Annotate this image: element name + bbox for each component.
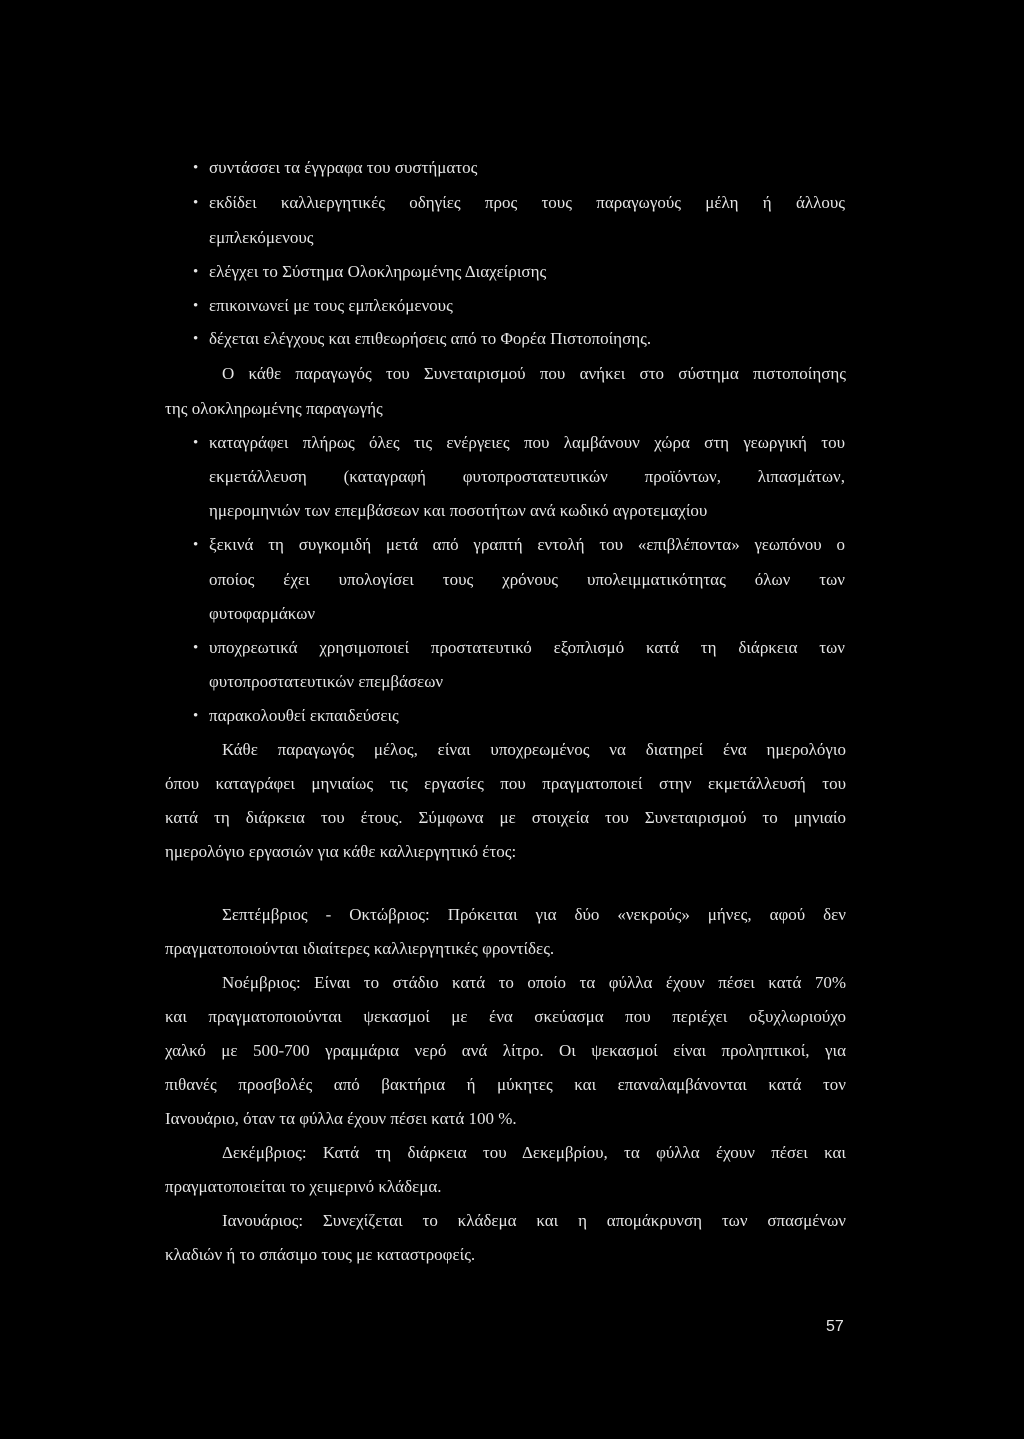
paragraph-line: Νοέμβριος: Είναι το στάδιο κατά το οποίο τα φύλλα έχουν πέσει κατά 70% bbox=[222, 973, 846, 992]
bullet-icon: • bbox=[193, 435, 199, 451]
paragraph-line: Δεκέμβριος: Κατά τη διάρκεια του Δεκεμβρίου, τα φύλλα έχουν πέσει και bbox=[222, 1143, 846, 1162]
bullet-icon: • bbox=[193, 537, 199, 553]
bullet-icon: • bbox=[193, 331, 199, 347]
bullet-icon: • bbox=[193, 264, 199, 280]
bullet-icon: • bbox=[193, 298, 199, 314]
paragraph-line: ημερολόγιο εργασιών για κάθε καλλιεργητικό έτος: bbox=[165, 842, 517, 861]
paragraph-line: πραγματοποιούνται ιδιαίτερες καλλιεργητικές φροντίδες. bbox=[165, 939, 555, 958]
paragraph-line: Ιανουάριος: Συνεχίζεται το κλάδεμα και η απομάκρυνση των σπασμένων bbox=[222, 1211, 846, 1230]
paragraph-line: κλαδιών ή το σπάσιμο τους με καταστροφείς. bbox=[165, 1245, 476, 1264]
bullet-icon: • bbox=[193, 195, 199, 211]
paragraph-line: της ολοκληρωμένης παραγωγής bbox=[165, 399, 383, 418]
paragraph-line: κατά τη διάρκεια του έτους. Σύμφωνα με στοιχεία του Συνεταιρισμού το μηνιαίο bbox=[165, 808, 846, 827]
bullet-icon: • bbox=[193, 708, 199, 724]
paragraph-line: πιθανές προσβολές από βακτήρια ή μύκητες και επαναλαμβάνονται κατά τον bbox=[165, 1075, 846, 1094]
paragraph-line: Κάθε παραγωγός μέλος, είναι υποχρεωμένος να διατηρεί ένα ημερολόγιο bbox=[222, 740, 846, 759]
paragraph-line: όπου καταγράφει μηνιαίως τις εργασίες που πραγματοποιεί στην εκμετάλλευσή του bbox=[165, 774, 846, 793]
paragraph-line: πραγματοποιείται το χειμερινό κλάδεμα. bbox=[165, 1177, 442, 1196]
page-number: 57 bbox=[826, 1318, 844, 1335]
paragraph-line: Σεπτέμβριος - Οκτώβριος: Πρόκειται για δύο «νεκρούς» μήνες, αφού δεν bbox=[222, 905, 846, 924]
paragraph-line: χαλκό με 500-700 γραμμάρια νερό ανά λίτρο. Οι ψεκασμοί είναι προληπτικοί, για bbox=[165, 1041, 846, 1060]
bullet-icon: • bbox=[193, 160, 199, 176]
paragraph-line: Ο κάθε παραγωγός του Συνεταιρισμού που ανήκει στο σύστημα πιστοποίησης bbox=[222, 364, 846, 383]
paragraph-line: και πραγματοποιούνται ψεκασμοί με ένα σκεύασμα που περιέχει οξυχλωριούχο bbox=[165, 1007, 846, 1026]
document-page: • συντάσσει τα έγγραφα του συστήματος • εκδίδει καλλιεργητικές οδηγίες προς τους παραγωγούς μέλη ή άλλους εμπλεκόμενους • ελέγχει το Σύστημα Ολοκληρωμένης Διαχείρισης • επικοινωνεί με τους εμπλεκόμενους • δέχεται ελέγχους και επιθεωρήσεις από το Φορέα Πιστοποίησης. Ο κάθε παραγωγός του Συνεταιρισμού που ανήκει στο σύστημα πιστοποίησης της ολοκληρωμένης παραγωγής • καταγράφει πλήρως όλες τις ενέργειες που λαμβάνουν χώρα στη γεωργική του εκμετάλλευση (καταγραφή φυτοπροστατευτικών προϊόντων, λιπασμάτων, ημερομηνιών των επεμβάσεων και ποσοτήτων ανά κωδικό αγροτεμαχίου • ξεκινά τη συγκομιδή μετά από γραπτή εντολή του «επιβλέποντα» γεωπόνου ο οποίος έχει υπολογίσει τους χρόνους υπολειμματικότητας όλων των φυτοφαρμάκων • υποχρεωτικά χρησιμοποιεί προστατευτικό εξοπλισμό κατά τη διάρκεια των φυτοπροστατευτικών επεμβάσεων • παρακολουθεί εκπαιδεύσεις Κάθε παραγωγός μέλος, είναι υποχρεωμένος να διατηρεί ένα ημερολόγιο όπου καταγράφει μηνιαίως τις εργασίες που πραγματοποιεί στην εκμετάλλευσή του κατά τη διάρκεια του έτους. Σύμφωνα με στοιχεία του Συνεταιρισμού το μηνιαίο ημερολόγιο εργασιών για κάθε καλλιεργητικό έτος: Σεπτέμβριος - Οκτώβριος: Πρόκειται για δύο «νεκρούς» μήνες, αφού δεν πραγματοποιούνται ιδιαίτερες καλλιεργητικές φροντίδες. Νοέμβριος: Είναι το στάδιο κατά το οποίο τα φύλλα έχουν πέσει κατά 70% και πραγματοποιούνται ψεκασμοί με ένα σκεύασμα που περιέχει οξυχλωριούχο χαλκό με 500-700 γραμμάρια νερό ανά λίτρο. Οι ψεκασμοί είναι προληπτικοί, για πιθανές προσβολές από βακτήρια ή μύκητες και επαναλαμβάνονται κατά τον Ιανουάριο, όταν τα φύλλα έχουν πέσει κατά 100 %. Δεκέμβριος: Κατά τη διάρκεια του Δεκεμβρίου, τα φύλλα έχουν πέσει και πραγματοποιείται το χειμερινό κλάδεμα. Ιανουάριος: Συνεχίζεται το κλάδεμα και η απομάκρυνση των σπασμένων κλαδιών ή το σπάσιμο τους με καταστροφείς. 57 bbox=[0, 0, 1024, 1439]
bullet-icon: • bbox=[193, 640, 199, 656]
paragraph-line: Ιανουάριο, όταν τα φύλλα έχουν πέσει κατά 100 %. bbox=[165, 1109, 517, 1128]
